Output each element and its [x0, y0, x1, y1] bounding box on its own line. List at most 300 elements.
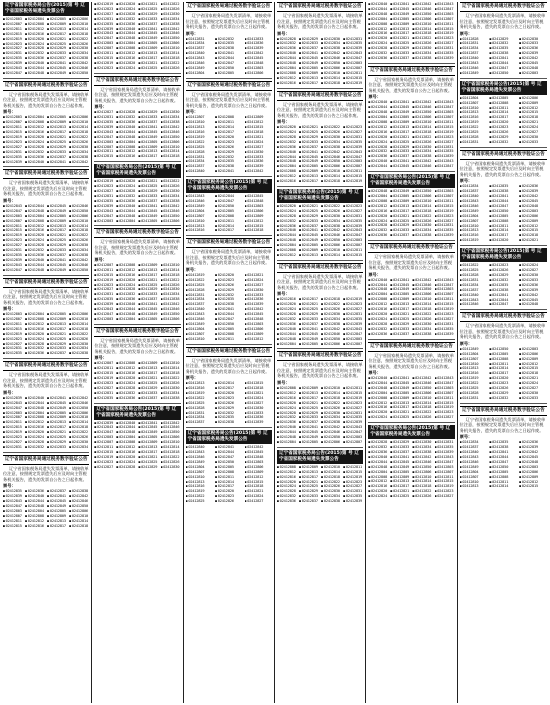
invoice-number: ■ 02412829 [390, 46, 410, 51]
invoice-number: ■ 02412818 [161, 273, 181, 278]
invoice-number: ■ 02412825 [138, 7, 158, 12]
invoice-number: ■ 02412821 [245, 273, 272, 278]
invoice-number: ■ 02412844 [277, 233, 297, 238]
invoice-number: ■ 02412833 [138, 194, 158, 199]
invoice-number: ■ 02412814 [489, 484, 517, 489]
invoice-number: ■ 02412844 [368, 7, 388, 12]
invoice-number: ■ 02412833 [299, 317, 319, 322]
invoice-number: ■ 02412838 [215, 420, 242, 425]
invoice-number: ■ 02412837 [390, 233, 410, 238]
invoice-number: ■ 02412820 [25, 233, 45, 238]
invoice-number: ■ 02412815 [343, 470, 363, 475]
invoice-number: ■ 02412809 [138, 145, 158, 150]
notice-block [3, 169, 89, 272]
invoice-number-grid [3, 312, 89, 356]
notice-heading: 辽宁省国家税务局通过税务数字验证公告 [277, 91, 363, 101]
invoice-number: ■ 02412820 [277, 204, 297, 209]
invoice-number: ■ 02412809 [47, 514, 67, 519]
invoice-number: ■ 02412824 [277, 484, 297, 489]
invoice-number: ■ 02412839 [519, 189, 547, 194]
invoice-number: ■ 02412825 [390, 219, 410, 224]
invoice-number: ■ 02412816 [368, 484, 388, 489]
invoice-number: ■ 02412836 [25, 351, 45, 356]
invoice-number: ■ 02412837 [186, 46, 213, 51]
invoice-number: ■ 02412830 [412, 440, 432, 445]
invoice-number: ■ 02412806 [69, 17, 89, 22]
invoice-number: ■ 02412839 [435, 154, 455, 159]
invoice-number: ■ 02412824 [116, 7, 136, 12]
invoice-number: ■ 02412846 [412, 105, 432, 110]
invoice-number: ■ 02412839 [245, 420, 272, 425]
invoice-number: ■ 02412842 [412, 455, 432, 460]
invoice-number: ■ 02412832 [368, 445, 388, 450]
invoice-number: ■ 02412845 [245, 56, 272, 61]
invoice-number: ■ 02412842 [412, 100, 432, 105]
invoice-number: ■ 02412850 [321, 159, 341, 164]
invoice-number: ■ 02412819 [343, 179, 363, 184]
divider [94, 324, 180, 325]
invoice-number: ■ 02412827 [94, 110, 114, 115]
invoice-number-grid [3, 204, 89, 273]
invoice-number: ■ 02412827 [3, 342, 23, 347]
invoice-number: ■ 02412813 [299, 391, 319, 396]
invoice-number: ■ 02412803 [343, 238, 363, 243]
invoice-number: ■ 02412841 [299, 327, 319, 332]
invoice-number: ■ 02412840 [368, 2, 388, 7]
invoice-number: ■ 02412817 [299, 179, 319, 184]
invoice-number: ■ 02412815 [245, 480, 272, 485]
invoice-number: ■ 02412841 [47, 396, 67, 401]
invoice-number: ■ 02412842 [245, 307, 272, 312]
invoice-number: ■ 02412828 [460, 135, 488, 140]
invoice-number: ■ 02412839 [519, 445, 547, 450]
invoice-number: ■ 02412806 [69, 115, 89, 120]
invoice-number: ■ 02412828 [25, 342, 45, 347]
invoice-number: ■ 02412846 [460, 204, 488, 209]
invoice-number: ■ 02412827 [245, 283, 272, 288]
invoice-number: ■ 02412834 [321, 494, 341, 499]
notice-paragraph: 辽宁省国家税务局遗失发票清单，请接收单位注意，按照规定发票遗失后应及时向主管税务机关报告，遗失的发票自公告之日起作废。 [185, 357, 272, 374]
invoice-number: ■ 02412811 [3, 322, 23, 327]
invoice-number: ■ 02412813 [460, 484, 488, 489]
invoice-number: ■ 02412835 [435, 445, 455, 450]
invoice-number: ■ 02412825 [47, 337, 67, 342]
invoice-number: ■ 02412814 [161, 268, 181, 273]
invoice-number: ■ 02412807 [435, 391, 455, 396]
invoice-number: ■ 02412848 [116, 36, 136, 41]
invoice-number: ■ 02412804 [277, 66, 297, 71]
invoice-number: ■ 02412812 [25, 224, 45, 229]
invoice-number: ■ 02412814 [69, 420, 89, 425]
invoice-number: ■ 02412814 [215, 125, 242, 130]
invoice-number: ■ 02412829 [299, 135, 319, 140]
notice-block [94, 406, 180, 470]
invoice-number: ■ 02412842 [412, 2, 432, 7]
section-label: 票号： [185, 375, 199, 381]
invoice-number: ■ 02412833 [390, 149, 410, 154]
invoice-number: ■ 02412838 [69, 253, 89, 258]
invoice-number: ■ 02412838 [412, 154, 432, 159]
invoice-number: ■ 02412831 [460, 41, 488, 46]
invoice-number: ■ 02412816 [25, 228, 45, 233]
invoice-number: ■ 02412818 [321, 475, 341, 480]
divider [94, 225, 180, 226]
invoice-number: ■ 02412832 [25, 346, 45, 351]
invoice-number: ■ 02412807 [94, 46, 114, 51]
divider [94, 73, 180, 74]
invoice-number: ■ 02412838 [489, 189, 517, 194]
invoice-number: ■ 02412808 [277, 248, 297, 253]
column-2 [92, 2, 183, 703]
invoice-number: ■ 02412822 [69, 233, 89, 238]
invoice-number: ■ 02412806 [412, 115, 432, 120]
invoice-number: ■ 02412850 [215, 322, 242, 327]
invoice-number: ■ 02412831 [186, 37, 213, 42]
invoice-number: ■ 02412847 [435, 105, 455, 110]
invoice-number: ■ 02412844 [489, 61, 517, 66]
invoice-number: ■ 02412821 [390, 135, 410, 140]
invoice-number: ■ 02412845 [138, 209, 158, 214]
invoice-number: ■ 02412830 [69, 440, 89, 445]
invoice-number: ■ 02412836 [519, 46, 547, 51]
invoice-number: ■ 02412820 [368, 135, 388, 140]
invoice-number: ■ 02412813 [47, 27, 67, 32]
invoice-number: ■ 02412810 [69, 514, 89, 519]
invoice-number: ■ 02412819 [3, 135, 23, 140]
invoice-number: ■ 02412805 [299, 342, 319, 347]
invoice-number: ■ 02412817 [299, 396, 319, 401]
notice-block [460, 81, 547, 145]
invoice-number: ■ 02412841 [47, 160, 67, 165]
invoice-number: ■ 02412828 [186, 150, 213, 155]
invoice-number: ■ 02412824 [519, 263, 547, 268]
invoice-number: ■ 02412809 [299, 71, 319, 76]
invoice-number: ■ 02412828 [277, 135, 297, 140]
notice-block [94, 2, 180, 71]
invoice-number: ■ 02412828 [368, 223, 388, 228]
invoice-number: ■ 02412810 [161, 361, 181, 366]
invoice-number: ■ 02412840 [186, 51, 213, 56]
invoice-number: ■ 02412821 [390, 36, 410, 41]
invoice-number: ■ 02412809 [390, 475, 410, 480]
invoice-number: ■ 02412815 [3, 130, 23, 135]
invoice-number: ■ 02412847 [3, 71, 23, 76]
section-label: 票号： [459, 178, 473, 184]
invoice-number: ■ 02412838 [321, 322, 341, 327]
invoice-number: ■ 02412807 [460, 219, 488, 224]
invoice-number: ■ 02412805 [47, 312, 67, 317]
invoice-number: ■ 02412813 [460, 228, 488, 233]
invoice-number: ■ 02412806 [161, 219, 181, 224]
invoice-number: ■ 02412803 [435, 12, 455, 17]
invoice-number: ■ 02412815 [94, 154, 114, 159]
invoice-number: ■ 02412826 [321, 130, 341, 135]
invoice-number: ■ 02412832 [25, 51, 45, 56]
invoice-number: ■ 02412834 [460, 283, 488, 288]
invoice-number: ■ 02412845 [390, 7, 410, 12]
invoice-number: ■ 02412809 [47, 415, 67, 420]
invoice-number: ■ 02412808 [368, 396, 388, 401]
section-label: 票号： [3, 109, 16, 115]
invoice-number: ■ 02412807 [3, 514, 23, 519]
invoice-number: ■ 02412837 [390, 154, 410, 159]
invoice-number: ■ 02412847 [435, 283, 455, 288]
invoice-number: ■ 02412835 [94, 199, 114, 204]
divider [368, 240, 454, 241]
invoice-number: ■ 02412818 [412, 405, 432, 410]
invoice-number: ■ 02412823 [435, 36, 455, 41]
invoice-number: ■ 02412837 [47, 489, 67, 494]
invoice-number: ■ 02412835 [215, 159, 242, 164]
invoice-number: ■ 02412814 [215, 480, 242, 485]
invoice-number: ■ 02412850 [412, 189, 432, 194]
invoice-number: ■ 02412823 [94, 283, 114, 288]
invoice-number: ■ 02412807 [186, 214, 213, 219]
invoice-number: ■ 02412819 [3, 332, 23, 337]
invoice-number: ■ 02412836 [116, 297, 136, 302]
invoice-number: ■ 02412840 [116, 302, 136, 307]
invoice-number: ■ 02412819 [435, 130, 455, 135]
invoice-number: ■ 02412841 [390, 100, 410, 105]
invoice-number: ■ 02412837 [299, 499, 319, 504]
invoice-number: ■ 02412844 [489, 455, 517, 460]
invoice-number: ■ 02412812 [25, 420, 45, 425]
invoice-number: ■ 02412842 [321, 425, 341, 430]
invoice-number: ■ 02412835 [215, 415, 242, 420]
invoice-number: ■ 02412807 [343, 164, 363, 169]
invoice-number: ■ 02412849 [299, 337, 319, 342]
invoice-number: ■ 02412816 [116, 56, 136, 61]
notice-banner: 辽宁省国家税务局公告(2015)第 号 辽宁省国家税务局遗失发票公告 [186, 179, 272, 193]
invoice-number: ■ 02412806 [245, 71, 272, 76]
invoice-number: ■ 02412823 [435, 410, 455, 415]
invoice-number: ■ 02412816 [277, 297, 297, 302]
invoice-number: ■ 02412808 [116, 361, 136, 366]
invoice-number: ■ 02412817 [215, 386, 242, 391]
invoice-number: ■ 02412803 [94, 41, 114, 46]
invoice-number: ■ 02412818 [519, 115, 547, 120]
invoice-number: ■ 02412818 [412, 307, 432, 312]
invoice-number: ■ 02412820 [215, 391, 242, 396]
invoice-number: ■ 02412807 [3, 415, 23, 420]
invoice-number: ■ 02412811 [3, 125, 23, 130]
invoice-number: ■ 02412831 [3, 248, 23, 253]
invoice-number: ■ 02412848 [116, 214, 136, 219]
invoice-number: ■ 02412804 [25, 411, 45, 416]
invoice-number: ■ 02412845 [519, 298, 547, 303]
invoice-number: ■ 02412850 [412, 465, 432, 470]
invoice-number: ■ 02412848 [519, 204, 547, 209]
invoice-number: ■ 02412835 [489, 46, 517, 51]
invoice-number-grid [3, 489, 89, 528]
notice-block [277, 189, 363, 258]
invoice-number: ■ 02412842 [69, 160, 89, 165]
notice-paragraph: 辽宁省国家税务局遗失发票清单，请接收单位注意，按照规定发票遗失后应及时向主管税务机关报告，遗失的发票自公告之日起作废。 [94, 86, 180, 103]
invoice-number: ■ 02412836 [245, 41, 272, 46]
invoice-number: ■ 02412833 [519, 278, 547, 283]
invoice-number: ■ 02412836 [245, 159, 272, 164]
invoice-number: ■ 02412843 [435, 455, 455, 460]
invoice-number: ■ 02412843 [3, 66, 23, 71]
invoice-number: ■ 02412832 [116, 391, 136, 396]
notice-banner: 辽宁省国家税务局公告(2015)第 号 辽宁省国家税务局遗失发票公告 [186, 430, 272, 444]
invoice-number: ■ 02412850 [161, 214, 181, 219]
invoice-number: ■ 02412822 [161, 61, 181, 66]
invoice-number: ■ 02412839 [435, 450, 455, 455]
invoice-number: ■ 02412820 [25, 37, 45, 42]
invoice-number: ■ 02412826 [161, 283, 181, 288]
invoice-number: ■ 02412816 [277, 396, 297, 401]
invoice-number: ■ 02412849 [460, 209, 488, 214]
invoice-number: ■ 02412835 [94, 396, 114, 401]
invoice-number: ■ 02412817 [390, 209, 410, 214]
invoice-number: ■ 02412814 [412, 27, 432, 32]
invoice-number: ■ 02412840 [116, 204, 136, 209]
invoice-number: ■ 02412804 [25, 115, 45, 120]
invoice-number: ■ 02412842 [412, 159, 432, 164]
invoice-number: ■ 02412837 [47, 56, 67, 61]
invoice-number: ■ 02412808 [215, 332, 242, 337]
invoice-number: ■ 02412804 [460, 96, 488, 101]
invoice-number: ■ 02412822 [460, 125, 488, 130]
invoice-number: ■ 02412822 [69, 332, 89, 337]
invoice-number: ■ 02412847 [343, 430, 363, 435]
invoice-number: ■ 02412849 [299, 238, 319, 243]
invoice-number: ■ 02412850 [161, 430, 181, 435]
invoice-number: ■ 02412839 [94, 204, 114, 209]
invoice-number: ■ 02412824 [519, 125, 547, 130]
invoice-number: ■ 02412832 [277, 140, 297, 145]
invoice-number: ■ 02412848 [277, 238, 297, 243]
invoice-number: ■ 02412840 [277, 228, 297, 233]
invoice-number-grid [368, 278, 454, 337]
invoice-number: ■ 02412838 [69, 56, 89, 61]
invoice-number: ■ 02412804 [277, 164, 297, 169]
invoice-number: ■ 02412812 [25, 125, 45, 130]
invoice-number: ■ 02412818 [69, 425, 89, 430]
invoice-number: ■ 02412839 [3, 396, 23, 401]
invoice-number: ■ 02412825 [138, 184, 158, 189]
invoice-number: ■ 02412824 [25, 42, 45, 47]
notice-paragraph: 辽宁省国家税务局遗失发票清单，请接收单位注意，按照规定发票遗失后应及时向主管税务机关报告，遗失的发票自公告之日起作废。 [277, 101, 363, 118]
invoice-number: ■ 02412849 [47, 209, 67, 214]
invoice-number: ■ 02412809 [299, 465, 319, 470]
invoice-number: ■ 02412838 [412, 332, 432, 337]
invoice-number: ■ 02412834 [161, 391, 181, 396]
invoice-number: ■ 02412841 [138, 27, 158, 32]
invoice-number: ■ 02412842 [321, 228, 341, 233]
invoice-number: ■ 02412822 [321, 204, 341, 209]
invoice-number: ■ 02412816 [368, 405, 388, 410]
invoice-number: ■ 02412809 [390, 199, 410, 204]
invoice-number: ■ 02412845 [245, 312, 272, 317]
invoice-number: ■ 02412833 [138, 292, 158, 297]
invoice-number: ■ 02412839 [3, 494, 23, 499]
notice-paragraph: 辽宁省国家税务局遗失发票清单，请接收单位注意，按照规定发票遗失后应及时向主管税务机关报告，遗失的发票自公告之日起作废。 [277, 13, 363, 29]
invoice-number: ■ 02412814 [321, 253, 341, 258]
invoice-number: ■ 02412833 [47, 150, 67, 155]
invoice-number: ■ 02412809 [47, 22, 67, 27]
invoice-number: ■ 02412834 [69, 51, 89, 56]
invoice-number: ■ 02412831 [3, 51, 23, 56]
invoice-number: ■ 02412845 [390, 460, 410, 465]
invoice-number: ■ 02412820 [489, 238, 517, 243]
invoice-number: ■ 02412834 [412, 51, 432, 56]
invoice-number: ■ 02412834 [321, 219, 341, 224]
invoice-number: ■ 02412805 [299, 243, 319, 248]
invoice-number: ■ 02412823 [489, 263, 517, 268]
invoice-number: ■ 02412824 [245, 494, 272, 499]
invoice-number: ■ 02412837 [186, 164, 213, 169]
column-6 [458, 2, 549, 703]
invoice-number: ■ 02412813 [299, 253, 319, 258]
notice-block [460, 150, 547, 243]
invoice-number: ■ 02412825 [186, 283, 213, 288]
invoice-number: ■ 02412810 [69, 219, 89, 224]
invoice-number: ■ 02412844 [215, 312, 242, 317]
invoice-number: ■ 02412839 [245, 164, 272, 169]
invoice-number: ■ 02412811 [489, 106, 517, 111]
invoice-number: ■ 02412838 [161, 297, 181, 302]
invoice-number: ■ 02412831 [343, 312, 363, 317]
invoice-number: ■ 02412837 [299, 322, 319, 327]
invoice-number: ■ 02412850 [161, 36, 181, 41]
invoice-number: ■ 02412847 [215, 317, 242, 322]
invoice-number: ■ 02412847 [489, 302, 517, 307]
invoice-number: ■ 02412833 [390, 51, 410, 56]
invoice-number: ■ 02412810 [69, 415, 89, 420]
divider [94, 161, 180, 162]
invoice-number: ■ 02412850 [489, 347, 517, 352]
invoice-number: ■ 02412836 [277, 46, 297, 51]
invoice-number: ■ 02412812 [368, 204, 388, 209]
invoice-number: ■ 02412820 [116, 455, 136, 460]
invoice-number: ■ 02412810 [69, 22, 89, 27]
invoice-number: ■ 02412843 [343, 150, 363, 155]
invoice-number: ■ 02412842 [161, 421, 181, 426]
divider [186, 176, 272, 177]
invoice-number: ■ 02412837 [138, 22, 158, 27]
invoice-number: ■ 02412824 [25, 435, 45, 440]
invoice-number: ■ 02412818 [245, 484, 272, 489]
invoice-number: ■ 02412839 [94, 421, 114, 426]
invoice-number: ■ 02412815 [94, 273, 114, 278]
invoice-number: ■ 02412839 [245, 46, 272, 51]
invoice-number: ■ 02412811 [94, 51, 114, 56]
section-label: 票号： [3, 483, 16, 489]
invoice-number: ■ 02412827 [435, 317, 455, 322]
invoice-number: ■ 02412823 [343, 480, 363, 485]
notice-block [94, 76, 180, 160]
invoice-number-grid [460, 263, 547, 307]
invoice-number: ■ 02412819 [94, 179, 114, 184]
invoice-number: ■ 02412812 [277, 470, 297, 475]
invoice-number: ■ 02412836 [277, 420, 297, 425]
invoice-number: ■ 02412814 [215, 224, 242, 229]
invoice-number: ■ 02412808 [116, 440, 136, 445]
invoice-number: ■ 02412841 [215, 169, 242, 174]
invoice-number: ■ 02412826 [321, 307, 341, 312]
invoice-number: ■ 02412820 [215, 489, 242, 494]
invoice-number: ■ 02412830 [321, 214, 341, 219]
invoice-number: ■ 02412827 [343, 130, 363, 135]
invoice-number: ■ 02412809 [390, 297, 410, 302]
invoice-number: ■ 02412836 [277, 145, 297, 150]
invoice-number: ■ 02412832 [489, 278, 517, 283]
invoice-number: ■ 02412842 [69, 258, 89, 263]
invoice-number: ■ 02412849 [390, 189, 410, 194]
invoice-number: ■ 02412848 [277, 159, 297, 164]
